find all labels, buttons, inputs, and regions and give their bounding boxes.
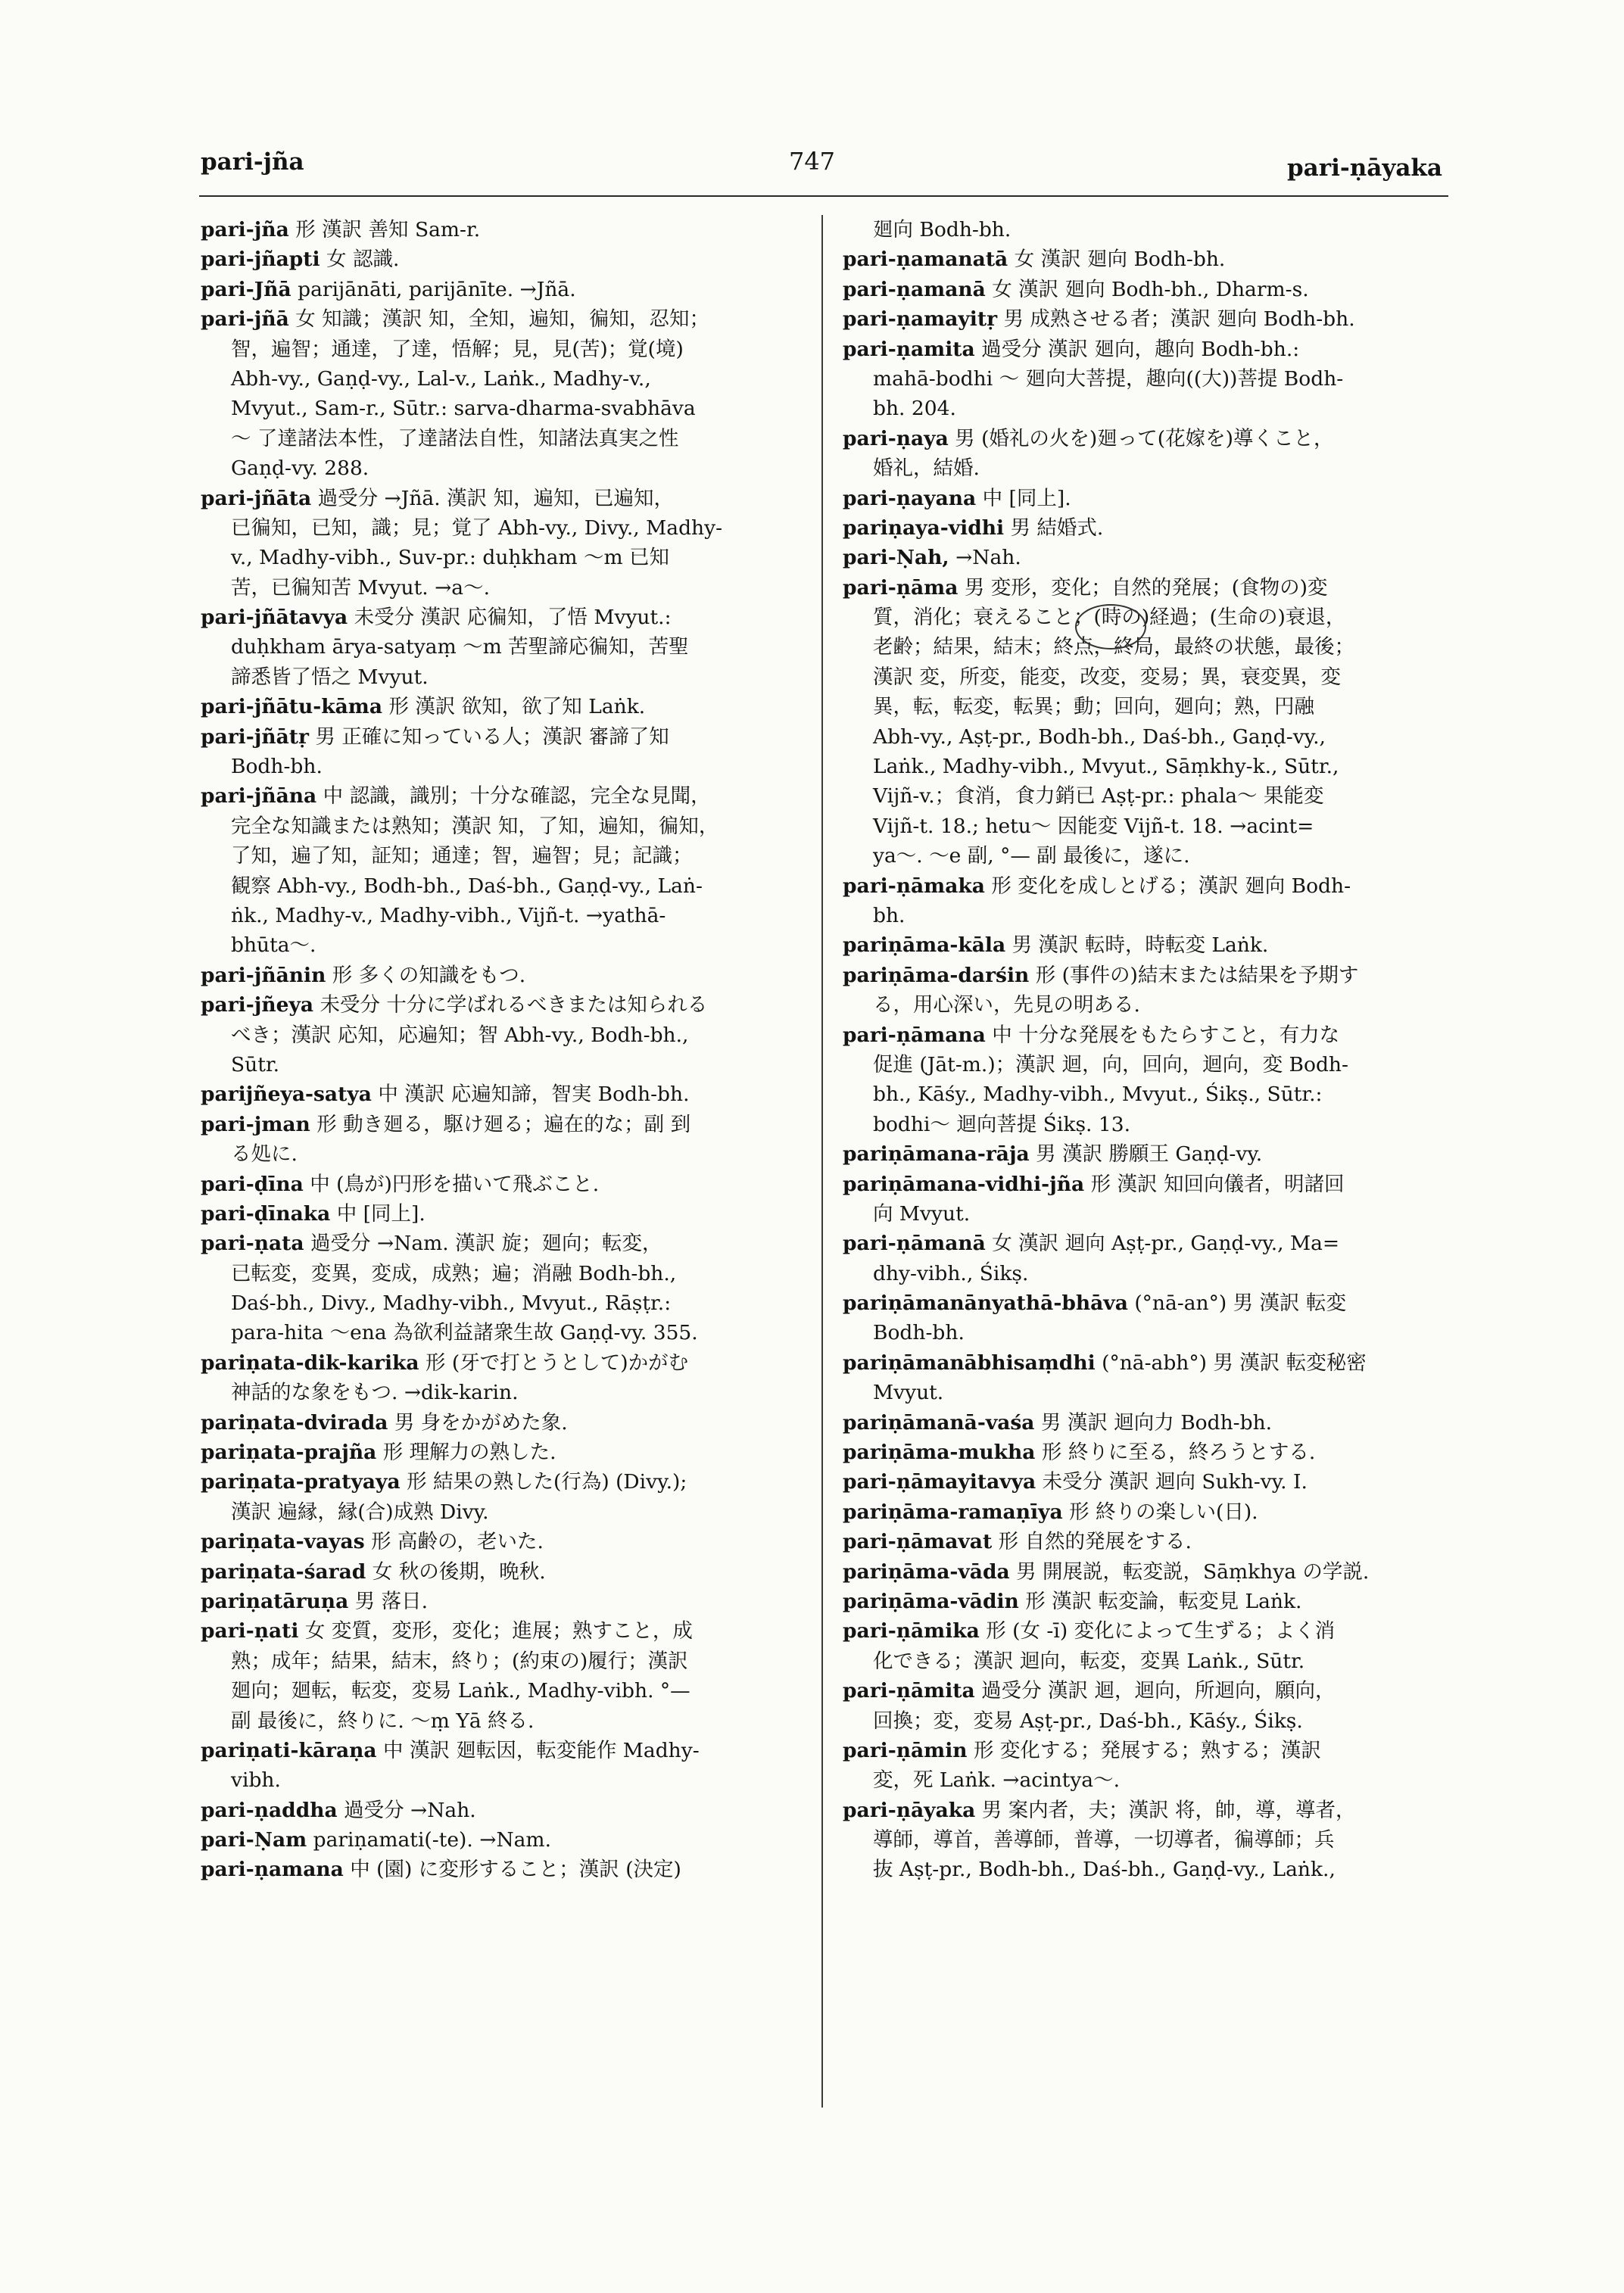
entry-continuation-line bbox=[843, 1110, 1448, 1139]
entry-text: 中 (鳥が)円形を描いて飛ぶこと. bbox=[310, 1172, 600, 1196]
header-rule bbox=[199, 195, 1448, 197]
entry-text: 廻向；廻転，転変，変易 Laṅk., Madhy-vibh. °— bbox=[231, 1679, 690, 1703]
headword: pari-ṇāmin bbox=[843, 1738, 968, 1762]
headword: pari-jñāna bbox=[201, 784, 317, 808]
entry-continuation-line bbox=[201, 453, 815, 483]
headword: pari-jñā bbox=[201, 307, 289, 332]
headword: pari-ṇamanatā bbox=[843, 248, 1008, 272]
headword: pari-jñapti bbox=[201, 248, 320, 272]
entry-text: 中 漢訳 応遍知諦，智実 Bodh-bh. bbox=[378, 1083, 690, 1107]
entry-line bbox=[201, 484, 815, 513]
entry-text: 已転変，変異，変成，成熟；遍；消融 Bodh-bh., bbox=[231, 1261, 677, 1285]
entry-text: 智，遍智；通達，了達，悟解；見，見(苦)；覚(境) bbox=[231, 337, 684, 361]
entry-text: 形 結果の熟した(行為) (Divy.); bbox=[407, 1470, 687, 1494]
headword: pari-jñeya bbox=[201, 993, 314, 1017]
entry-line bbox=[201, 1796, 815, 1825]
entry-line bbox=[843, 1497, 1448, 1527]
entry-text: Vijñ-t. 18.; hetu～ 因能変 Vijñ-t. 18. →acint= bbox=[873, 814, 1314, 838]
entry-text: 形 高齢の，老いた. bbox=[371, 1530, 544, 1554]
entry-line bbox=[843, 1170, 1448, 1199]
entry-text: 中 認識，識別；十分な確認，完全な見聞， bbox=[323, 784, 711, 808]
entry-line bbox=[843, 961, 1448, 990]
entry-text: 男 開展説，転変説，Sāṃkhya の学説. bbox=[1016, 1559, 1370, 1584]
page-number: 747 bbox=[788, 147, 836, 176]
headword: pari-ṇamayitṛ bbox=[843, 307, 998, 332]
entry-text: 形 変化を成しとげる；漢訳 廻向 Bodh- bbox=[991, 874, 1351, 898]
column-divider bbox=[821, 215, 823, 2108]
entry-text: 形 終りに至る，終ろうとする. bbox=[1041, 1441, 1316, 1465]
entry-line bbox=[201, 1170, 815, 1199]
entry-text: 婚礼，結婚. bbox=[873, 456, 980, 481]
headword: pari-ṇāma bbox=[843, 575, 959, 600]
entry-continuation-line bbox=[843, 752, 1448, 781]
entry-text: 女 漢訳 廻向 Bodh-bh., Dharm-s. bbox=[992, 277, 1309, 301]
headword: pariṇata-vayas bbox=[201, 1530, 365, 1554]
headword: pari-ṇati bbox=[201, 1619, 299, 1643]
entry-line bbox=[201, 245, 815, 274]
entry-text: 形 漢訳 転変論，転変見 Laṅk. bbox=[1025, 1589, 1302, 1613]
entry-text: 形 動き廻る，駆け廻る；遍在的な；副 到 bbox=[316, 1112, 691, 1136]
entry-text: Sūtr. bbox=[231, 1052, 280, 1076]
entry-line bbox=[843, 573, 1448, 603]
entry-continuation-line bbox=[843, 603, 1448, 632]
entry-continuation-line bbox=[201, 394, 815, 423]
entry-text: 女 知識；漢訳 知，全知，遍知，徧知，忍知； bbox=[295, 307, 710, 332]
entry-continuation-line bbox=[201, 424, 815, 453]
headword: pari-ṇamana bbox=[201, 1858, 344, 1882]
entry-line bbox=[843, 543, 1448, 572]
entry-text: 中 [同上]. bbox=[336, 1201, 425, 1226]
entry-continuation-line bbox=[201, 662, 815, 692]
entry-continuation-line bbox=[843, 1259, 1448, 1288]
entry-continuation-line bbox=[201, 841, 815, 871]
headword: pari-ṇamita bbox=[843, 337, 975, 361]
entry-text: 漢訳 変，所変，能変，改変，変易；異，衰変異，変 bbox=[873, 665, 1341, 689]
headword: pari-jña bbox=[201, 218, 289, 241]
headword: pariṇata-dvirada bbox=[201, 1410, 388, 1435]
entry-line bbox=[843, 1229, 1448, 1258]
entry-line bbox=[843, 1467, 1448, 1497]
entry-continuation-line bbox=[201, 573, 815, 603]
entry-continuation-line bbox=[843, 990, 1448, 1020]
left-guide-word: pari-jña bbox=[201, 148, 304, 176]
entry-continuation-line bbox=[843, 1855, 1448, 1884]
entry-text: 老齢；結果，結末；終点，終局，最終の状態，最後； bbox=[873, 635, 1354, 659]
entry-line bbox=[201, 215, 815, 245]
entry-line bbox=[843, 275, 1448, 304]
headword: pariṇata-śarad bbox=[201, 1559, 366, 1584]
entry-line bbox=[843, 1616, 1448, 1646]
headword: pari-ṇayana bbox=[843, 486, 977, 510]
entry-text: 形 (牙で打とうとして)かがむ bbox=[425, 1351, 689, 1375]
headword: pari-ṇāmanā bbox=[843, 1232, 986, 1256]
entry-text: 異，転，転変，転異；動；回向，廻向；熟，円融 bbox=[873, 695, 1314, 719]
entry-line bbox=[843, 1557, 1448, 1587]
entry-continuation-line bbox=[843, 1199, 1448, 1229]
entry-line bbox=[201, 961, 815, 990]
entry-line bbox=[201, 603, 815, 632]
entry-text: 向 Mvyut. bbox=[873, 1201, 971, 1226]
entry-line bbox=[843, 1139, 1448, 1169]
entry-text: vibh. bbox=[231, 1768, 281, 1793]
entry-line bbox=[201, 1408, 815, 1438]
entry-line bbox=[201, 1229, 815, 1258]
entry-text: 男 漢訳 勝願王 Gaṇḍ-vy. bbox=[1036, 1142, 1263, 1167]
entry-continuation-line bbox=[843, 1825, 1448, 1855]
entry-continuation-line bbox=[201, 1259, 815, 1288]
entry-continuation-line bbox=[843, 692, 1448, 721]
entry-continuation-line bbox=[843, 812, 1448, 841]
entry-text: 未受分 漢訳 応徧知，了悟 Mvyut.: bbox=[354, 606, 672, 630]
entry-text: pariṇamati(-te). →Nam. bbox=[313, 1828, 551, 1852]
headword: pariṇāma-mukha bbox=[843, 1441, 1036, 1465]
entry-text: 男 成熟させる者；漢訳 廻向 Bodh-bh. bbox=[1003, 307, 1355, 332]
entry-text: 形 多くの知識をもつ. bbox=[332, 963, 526, 987]
entry-text: dhy-vibh., Śikṣ. bbox=[873, 1261, 1029, 1285]
entry-text: Daś-bh., Divy., Madhy-vibh., Mvyut., Rāṣṭr.: bbox=[231, 1291, 672, 1316]
entry-text: 形 変化する；発展する；熟する；漢訳 bbox=[973, 1738, 1321, 1762]
entry-continuation-line bbox=[201, 1497, 815, 1527]
entry-text: 男 漢訳 迴向力 Bodh-bh. bbox=[1040, 1410, 1273, 1435]
headword: pariṇāma-vāda bbox=[843, 1559, 1010, 1584]
headword: pari-ṇāmayitavya bbox=[843, 1470, 1036, 1494]
entry-text: 導師，導首，善導師，普導，一切導者，徧導師；兵 bbox=[873, 1828, 1335, 1852]
headword: pari-ḍīnaka bbox=[201, 1201, 331, 1226]
entry-line bbox=[843, 513, 1448, 543]
entry-line bbox=[201, 1348, 815, 1378]
entry-text: (°nā-abh°) 男 漢訳 転変秘密 bbox=[1102, 1351, 1367, 1375]
entry-text: bodhi～ 迴向菩提 Śikṣ. 13. bbox=[873, 1112, 1131, 1136]
entry-text: 男 漢訳 転時，時転変 Laṅk. bbox=[1011, 933, 1269, 958]
entry-text: 男 落日. bbox=[354, 1589, 429, 1613]
headword: pariṇāmana-vidhi-jña bbox=[843, 1172, 1085, 1196]
headword: pariṇāma-vādin bbox=[843, 1589, 1019, 1613]
headword: pariṇāma-darśin bbox=[843, 963, 1030, 987]
headword: pari-Ṇah, bbox=[843, 546, 949, 570]
entry-text: 男 身をかがめた象. bbox=[394, 1410, 568, 1435]
entry-continuation-line bbox=[201, 632, 815, 662]
entry-text: 過受分 →Nam. 漢訳 旋；廻向；転変， bbox=[310, 1232, 662, 1256]
entry-line bbox=[843, 1288, 1448, 1318]
entry-text: duḥkham ārya-satyaṃ ～m 苦聖諦応徧知，苦聖 bbox=[231, 635, 689, 659]
entry-line bbox=[201, 1199, 815, 1229]
headword: pariṇāma-kāla bbox=[843, 933, 1006, 958]
entry-line bbox=[843, 424, 1448, 453]
entry-line bbox=[201, 1557, 815, 1587]
entry-text: 形 理解力の熟した. bbox=[382, 1441, 556, 1465]
entry-line bbox=[201, 781, 815, 811]
entry-line bbox=[843, 1527, 1448, 1556]
entry-continuation-line bbox=[843, 394, 1448, 423]
headword: pariṇata-pratyaya bbox=[201, 1470, 401, 1494]
entry-line bbox=[843, 484, 1448, 513]
entry-text: 形 (事件の)結末または結果を予期す bbox=[1035, 963, 1359, 987]
headword: pari-ṇāmaka bbox=[843, 874, 985, 898]
headword: pari-ṇamanā bbox=[843, 277, 986, 301]
entry-line bbox=[843, 1020, 1448, 1050]
entry-text: 苦，已徧知苦 Mvyut. →a～. bbox=[231, 575, 490, 600]
entry-text: 女 認識. bbox=[326, 248, 400, 272]
entry-line bbox=[201, 1438, 815, 1467]
entry-line bbox=[201, 1467, 815, 1497]
entry-text: Abh-vy., Aṣṭ-pr., Bodh-bh., Daś-bh., Gaṇḍ-vy., bbox=[873, 724, 1326, 749]
entry-continuation-line bbox=[201, 1378, 815, 1407]
entry-text: 化できる；漢訳 迴向，転変，変異 Laṅk., Sūtr. bbox=[873, 1649, 1305, 1673]
entry-text: Mvyut., Sam-r., Sūtr.: sarva-dharma-svabhāva bbox=[231, 397, 696, 421]
entry-text: bh. bbox=[873, 903, 906, 927]
entry-continuation-line bbox=[201, 1706, 815, 1736]
entry-continuation-line bbox=[843, 632, 1448, 662]
entry-line bbox=[201, 1616, 815, 1646]
entry-text: 形 自然的発展をする. bbox=[998, 1530, 1192, 1554]
headword: pariṇāma-ramaṇīya bbox=[843, 1500, 1063, 1524]
entry-text: ṅk., Madhy-v., Madhy-vibh., Vijñ-t. →yathā- bbox=[231, 903, 666, 927]
entry-text: 中 (園) に変形すること；漢訳 (決定) bbox=[350, 1858, 681, 1882]
entry-continuation-line bbox=[843, 1706, 1448, 1736]
entry-continuation-line bbox=[201, 1139, 815, 1169]
entry-continuation-line bbox=[843, 1050, 1448, 1080]
headword: pari-ṇaddha bbox=[201, 1798, 338, 1822]
headword: pariṇata-dik-karika bbox=[201, 1351, 419, 1375]
entry-continuation-line bbox=[201, 543, 815, 572]
entry-continuation-line bbox=[201, 901, 815, 930]
entry-text: Bodh-bh. bbox=[873, 1321, 965, 1345]
entry-text: Abh-vy., Gaṇḍ-vy., Lal-v., Laṅk., Madhy-v., bbox=[231, 366, 651, 391]
entry-text: 質，消化；衰えること；(時の)経過；(生命の)衰退， bbox=[873, 606, 1346, 630]
entry-text: Laṅk., Madhy-vibh., Mvyut., Sāṃkhy-k., Sūtr., bbox=[873, 755, 1339, 779]
entry-continuation-line bbox=[201, 871, 815, 901]
entry-continuation-line bbox=[201, 930, 815, 960]
headword: pariṇāmanānyathā-bhāva bbox=[843, 1291, 1128, 1316]
entry-text: bhūta～. bbox=[231, 933, 316, 958]
entry-line bbox=[843, 1587, 1448, 1616]
entry-text: 已徧知，已知，識；見；覚了 Abh-vy., Divy., Madhy- bbox=[231, 516, 723, 540]
entry-continuation-line bbox=[201, 812, 815, 841]
entry-text: 未受分 漢訳 迴向 Sukh-vy. I. bbox=[1042, 1470, 1308, 1494]
entry-continuation-line bbox=[843, 781, 1448, 811]
entry-text: る処に. bbox=[231, 1142, 298, 1167]
entry-text: Mvyut. bbox=[873, 1381, 944, 1405]
headword: pari-ṇāmavat bbox=[843, 1530, 993, 1554]
entry-text: →Nah. bbox=[955, 546, 1021, 570]
entry-line bbox=[201, 1527, 815, 1556]
entry-text: 中 十分な発展をもたらすこと，有力な bbox=[992, 1023, 1340, 1047]
entry-line bbox=[843, 1408, 1448, 1438]
headword: pari-ṇāmana bbox=[843, 1023, 986, 1047]
entry-continuation-line bbox=[843, 364, 1448, 394]
left-column bbox=[201, 215, 815, 1885]
headword: pariṇatāruṇa bbox=[201, 1589, 349, 1613]
entry-text: 形 漢訳 欲知，欲了知 Laṅk. bbox=[388, 695, 646, 719]
entry-continuation-line bbox=[201, 752, 815, 781]
entry-text: 中 [同上]. bbox=[982, 486, 1071, 510]
headword: pariṇaya-vidhi bbox=[843, 516, 1005, 540]
entry-text: 促進 (Jāt-m.)；漢訳 迴，向，回向，迴向，変 Bodh- bbox=[873, 1052, 1348, 1076]
entry-text: ～ 了達諸法本性，了達諸法自性，知諸法真実之性 bbox=[231, 426, 679, 450]
entry-continuation-line bbox=[843, 1080, 1448, 1109]
entry-text: bh. 204. bbox=[873, 397, 956, 421]
headword: pari-ḍīna bbox=[201, 1172, 304, 1196]
headword: pariṇāmana-rāja bbox=[843, 1142, 1030, 1167]
entry-continuation-line bbox=[201, 1050, 815, 1080]
entry-text: (°nā-an°) 男 漢訳 転変 bbox=[1134, 1291, 1346, 1316]
entry-line bbox=[201, 1110, 815, 1139]
entry-line bbox=[843, 1736, 1448, 1765]
headword: pari-jñānin bbox=[201, 963, 326, 987]
entry-line bbox=[201, 1736, 815, 1765]
headword: pari-ṇāmita bbox=[843, 1679, 975, 1703]
entry-continuation-line bbox=[843, 1765, 1448, 1795]
entry-line bbox=[201, 722, 815, 752]
entry-text: る，用心深い，先見の明ある. bbox=[873, 993, 1140, 1017]
entry-line bbox=[201, 692, 815, 721]
entry-text: Bodh-bh. bbox=[231, 755, 323, 779]
headword: pariṇāmanābhisaṃdhi bbox=[843, 1351, 1096, 1375]
entry-text: 女 漢訳 迴向 Aṣṭ-pr., Gaṇḍ-vy., Ma= bbox=[992, 1232, 1340, 1256]
headword: pari-ṇāyaka bbox=[843, 1798, 976, 1822]
headword: pari-Jñā bbox=[201, 277, 291, 301]
entry-text: Vijñ-v.；食消，食力銷已 Aṣṭ-pr.: phala～ 果能変 bbox=[873, 784, 1324, 808]
entry-continuation-line bbox=[843, 1647, 1448, 1676]
entry-text: 女 漢訳 廻向 Bodh-bh. bbox=[1014, 248, 1226, 272]
headword: pariṇati-kāraṇa bbox=[201, 1738, 377, 1762]
entry-text: 男 案内者，夫；漢訳 将，帥，導，導者， bbox=[981, 1798, 1356, 1822]
entry-text: 回換；変，変易 Aṣṭ-pr., Daś-bh., Kāśy., Śikṣ. bbox=[873, 1709, 1303, 1733]
entry-continuation-line bbox=[201, 1318, 815, 1347]
entry-text: 過受分 漢訳 廻向，趣向 Bodh-bh.: bbox=[981, 337, 1300, 361]
headword: pari-jñātavya bbox=[201, 606, 348, 630]
right-column bbox=[843, 215, 1448, 1885]
entry-text: Gaṇḍ-vy. 288. bbox=[231, 456, 369, 481]
headword: pariṇata-prajña bbox=[201, 1441, 377, 1465]
entry-continuation-line bbox=[201, 513, 815, 543]
entry-text: 熟；成年；結果，結末，終り；(約束の)履行；漢訳 bbox=[231, 1649, 688, 1673]
entry-line bbox=[201, 1587, 815, 1616]
entry-text: 過受分 漢訳 迴，迴向，所迴向，願向， bbox=[981, 1679, 1336, 1703]
entry-continuation-line bbox=[843, 722, 1448, 752]
entry-continuation-line bbox=[201, 1765, 815, 1795]
entry-continuation-line bbox=[843, 215, 1448, 245]
entry-text: mahā-bodhi ～ 廻向大菩提，趣向((大))菩提 Bodh- bbox=[873, 366, 1344, 391]
entry-text: 男 結婚式. bbox=[1010, 516, 1104, 540]
entry-text: 抜 Aṣṭ-pr., Bodh-bh., Daś-bh., Gaṇḍ-vy., Laṅk., bbox=[873, 1858, 1336, 1882]
entry-text: bh., Kāśy., Madhy-vibh., Mvyut., Śikṣ., Sūtr.: bbox=[873, 1083, 1323, 1107]
entry-text: ya～. ～e 副, °— 副 最後に，遂に. bbox=[873, 844, 1190, 868]
entry-text: 諦悉皆了悟之 Mvyut. bbox=[231, 665, 429, 689]
entry-text: 過受分 →Jñā. 漢訳 知，遍知，已遍知， bbox=[317, 486, 674, 510]
entry-line bbox=[843, 1438, 1448, 1467]
entry-continuation-line bbox=[201, 1288, 815, 1318]
headword: parijñeya-satya bbox=[201, 1083, 372, 1107]
entry-text: べき；漢訳 応知，応遍知；智 Abh-vy., Bodh-bh., bbox=[231, 1023, 689, 1047]
entry-line bbox=[843, 1676, 1448, 1706]
entry-continuation-line bbox=[843, 1378, 1448, 1407]
entry-continuation-line bbox=[201, 364, 815, 394]
entry-line bbox=[843, 1796, 1448, 1825]
entry-line bbox=[843, 335, 1448, 364]
entry-continuation-line bbox=[843, 901, 1448, 930]
entry-line bbox=[843, 245, 1448, 274]
entry-line bbox=[843, 930, 1448, 960]
entry-line bbox=[201, 275, 815, 304]
entry-text: 形 漢訳 善知 Sam-r. bbox=[295, 218, 481, 241]
entry-line bbox=[201, 1825, 815, 1855]
entry-text: 形 (女 -ī) 変化によって生ずる；よく消 bbox=[986, 1619, 1336, 1643]
entry-line bbox=[201, 1855, 815, 1884]
entry-text: 男 変形，変化；自然的発展；(食物の)変 bbox=[964, 575, 1328, 600]
entry-text: 神話的な象をもつ. →dik-karin. bbox=[231, 1381, 519, 1405]
headword: pari-Ṇam bbox=[201, 1828, 307, 1852]
entry-line bbox=[201, 990, 815, 1020]
entry-text: 漢訳 遍縁，縁(合)成熟 Divy. bbox=[231, 1500, 489, 1524]
headword: pari-jñāta bbox=[201, 486, 312, 510]
headword: pariṇāmanā-vaśa bbox=[843, 1410, 1035, 1435]
entry-text: para-hita ～ena 為欲利益諸衆生故 Gaṇḍ-vy. 355. bbox=[231, 1321, 698, 1345]
headword: pari-jman bbox=[201, 1112, 310, 1136]
entry-text: 観察 Abh-vy., Bodh-bh., Daś-bh., Gaṇḍ-vy., Laṅ- bbox=[231, 874, 703, 898]
entry-continuation-line bbox=[843, 662, 1448, 692]
entry-text: 女 秋の後期，晩秋. bbox=[372, 1559, 546, 1584]
right-guide-word: pari-ṇāyaka bbox=[1286, 154, 1442, 182]
headword: pari-jñātu-kāma bbox=[201, 695, 383, 719]
entry-continuation-line bbox=[201, 1647, 815, 1676]
entry-text: 中 漢訳 廻転因，転変能作 Madhy- bbox=[383, 1738, 700, 1762]
entry-text: v., Madhy-vibh., Suv-pr.: duḥkham ～m 已知 bbox=[231, 546, 670, 570]
entry-continuation-line bbox=[843, 453, 1448, 483]
entry-line bbox=[201, 1080, 815, 1109]
entry-text: 了知，遍了知，証知；通達；智，遍智；見；記識； bbox=[231, 844, 693, 868]
entry-text: 未受分 十分に学ばれるべきまたは知られる bbox=[320, 993, 708, 1017]
entry-continuation-line bbox=[843, 1318, 1448, 1347]
entry-continuation-line bbox=[201, 1676, 815, 1706]
entry-text: 過受分 →Nah. bbox=[344, 1798, 476, 1822]
entry-text: 廻向 Bodh-bh. bbox=[873, 218, 1011, 241]
entry-text: 副 最後に，終りに. ～ṃ Yā 終る. bbox=[231, 1709, 535, 1733]
entry-text: 完全な知識または熟知；漢訳 知，了知，遍知，徧知， bbox=[231, 814, 719, 838]
headword: pari-jñātṛ bbox=[201, 724, 309, 749]
entry-continuation-line bbox=[201, 1020, 815, 1050]
entry-continuation-line bbox=[201, 335, 815, 364]
entry-line bbox=[843, 1348, 1448, 1378]
entry-text: 変，死 Laṅk. →acintya～. bbox=[873, 1768, 1121, 1793]
entry-text: 男 (婚礼の火を)廻って(花嫁を)導くこと， bbox=[955, 426, 1334, 450]
entry-text: 形 終りの楽しい(日). bbox=[1069, 1500, 1258, 1524]
entry-line bbox=[843, 304, 1448, 334]
entry-text: 女 変質，変形，変化；進展；熟すこと，成 bbox=[304, 1619, 693, 1643]
entry-line bbox=[201, 304, 815, 334]
entry-text: 男 正確に知っている人；漢訳 審諦了知 bbox=[315, 724, 669, 749]
entry-continuation-line bbox=[843, 841, 1448, 871]
entry-text: 形 漢訳 知回向儀者，明諸回 bbox=[1090, 1172, 1345, 1196]
entry-line bbox=[843, 871, 1448, 901]
headword: pari-ṇata bbox=[201, 1232, 304, 1256]
entry-text: parijānāti, parijānīte. →Jñā. bbox=[298, 277, 576, 301]
headword: pari-ṇaya bbox=[843, 426, 949, 450]
headword: pari-ṇāmika bbox=[843, 1619, 980, 1643]
